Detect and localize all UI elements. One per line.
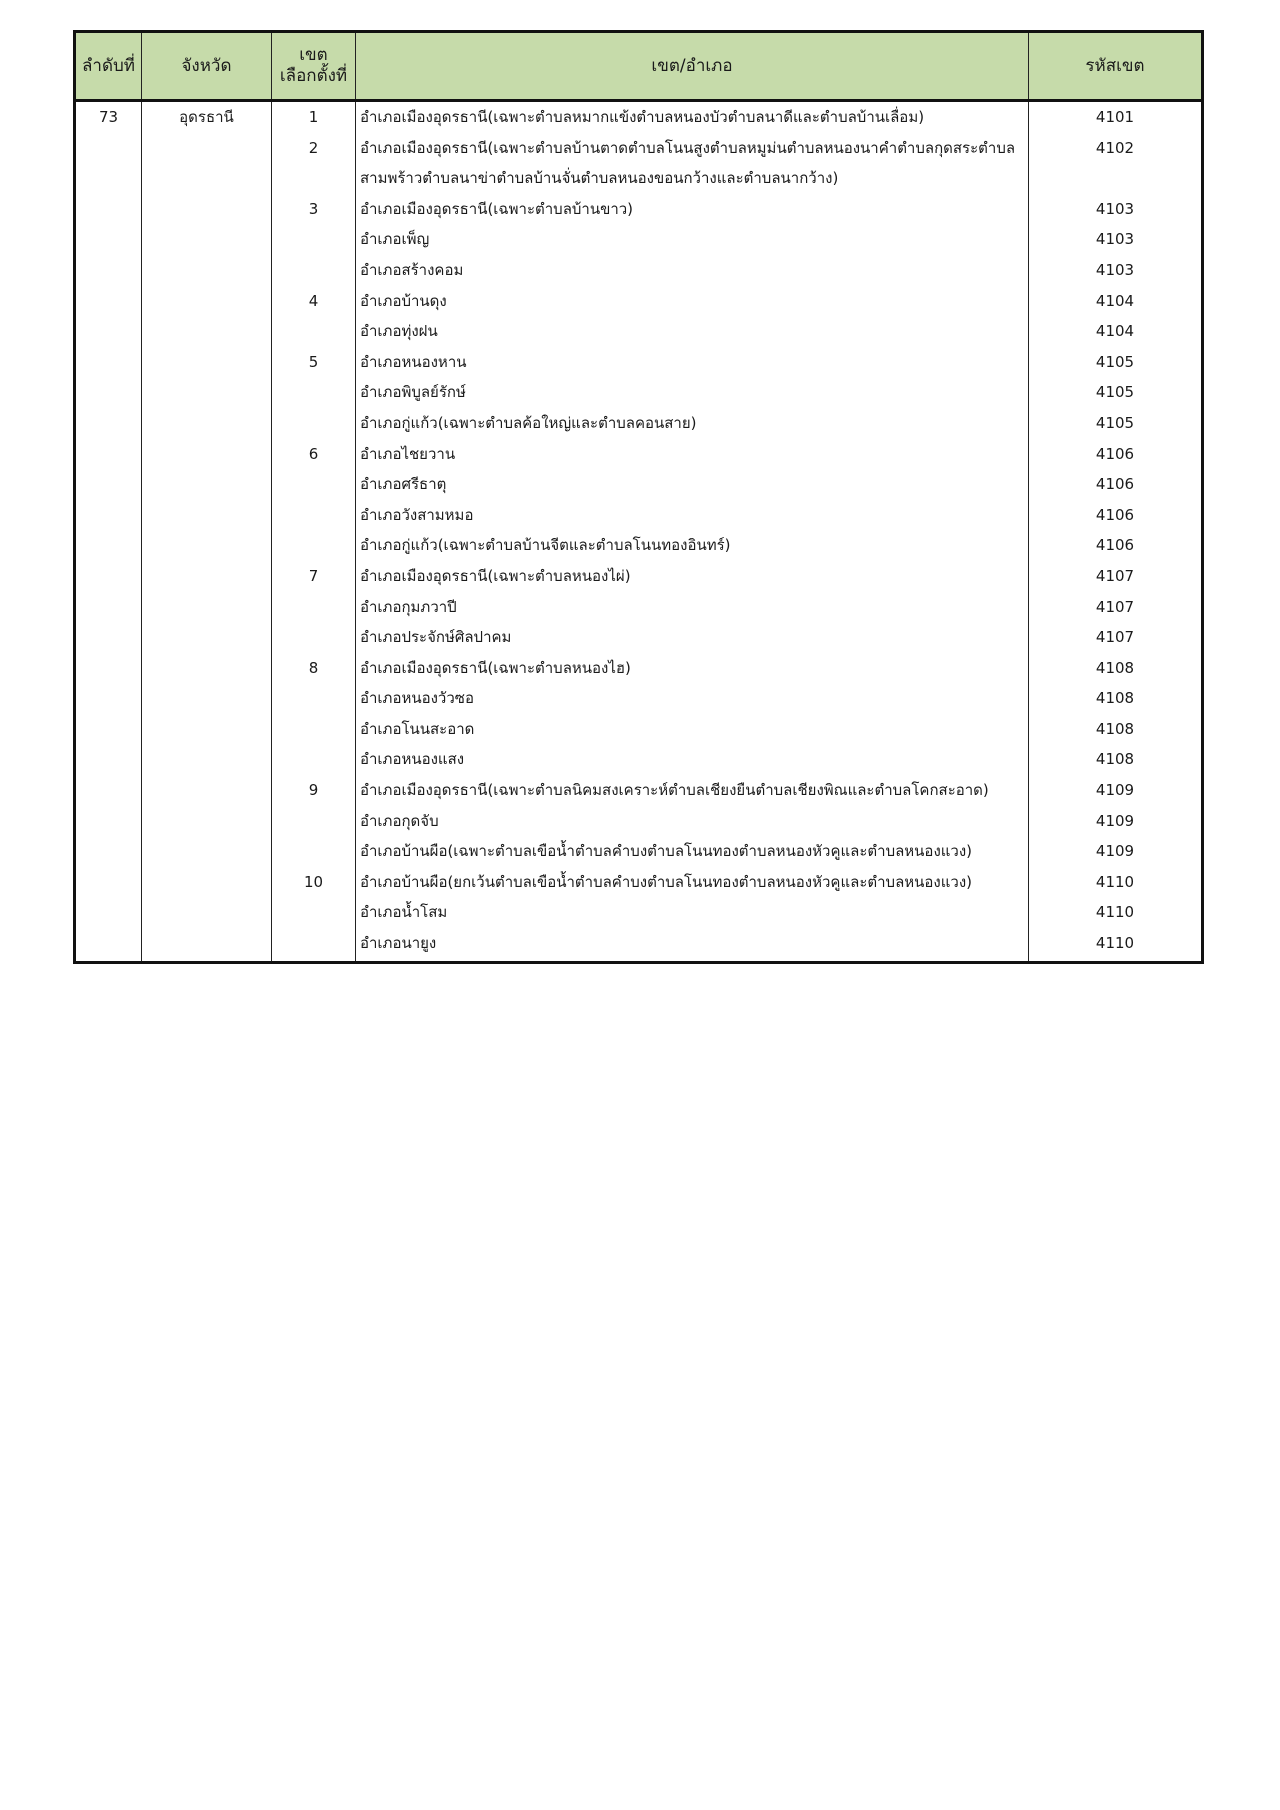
- cell-code: 4107: [1029, 622, 1203, 653]
- cell-district: อำเภอกู่แก้ว(เฉพาะตำบลบ้านจีตและตำบลโนนทองอินทร์): [356, 530, 1029, 561]
- cell-district: อำเภอวังสามหมอ: [356, 500, 1029, 531]
- table-row: [75, 867, 1203, 898]
- table-row: [75, 928, 1203, 962]
- cell-zone: [272, 836, 356, 867]
- cell-no: [75, 163, 142, 194]
- cell-zone: 2: [272, 133, 356, 164]
- cell-no: [75, 194, 142, 225]
- cell-no: [75, 867, 142, 898]
- cell-no: [75, 622, 142, 653]
- cell-code: 4102: [1029, 133, 1203, 164]
- cell-zone: 3: [272, 194, 356, 225]
- table-row: [75, 316, 1203, 347]
- header-code: รหัสเขต: [1029, 32, 1203, 101]
- cell-province: [142, 408, 272, 439]
- cell-zone: 10: [272, 867, 356, 898]
- cell-zone: 4: [272, 286, 356, 317]
- cell-no: [75, 653, 142, 684]
- cell-province: [142, 377, 272, 408]
- cell-zone: 6: [272, 439, 356, 470]
- header-zone-line1: เขต: [299, 45, 328, 65]
- cell-district: อำเภอเมืองอุดรธานี(เฉพาะตำบลนิคมสงเคราะห์ตำบลเชียงยืนตำบลเชียงพิณและตำบลโคกสะอาด): [356, 775, 1029, 806]
- table-row: [75, 500, 1203, 531]
- table-row: [75, 530, 1203, 561]
- cell-province: [142, 224, 272, 255]
- cell-district: อำเภอเพ็ญ: [356, 224, 1029, 255]
- table-row: [75, 286, 1203, 317]
- cell-zone: 5: [272, 347, 356, 378]
- cell-district: อำเภอเมืองอุดรธานี(เฉพาะตำบลบ้านตาดตำบลโนนสูงตำบลหมูม่นตำบลหนองนาคำตำบลกุดสระตำบล: [356, 133, 1029, 164]
- cell-no: [75, 255, 142, 286]
- cell-district: อำเภอพิบูลย์รักษ์: [356, 377, 1029, 408]
- cell-zone: [272, 592, 356, 623]
- cell-zone: [272, 255, 356, 286]
- header-zone-line2: เลือกตั้งที่: [279, 66, 348, 86]
- cell-code: 4101: [1029, 101, 1203, 133]
- cell-code: 4106: [1029, 500, 1203, 531]
- cell-district: อำเภอกุมภวาปี: [356, 592, 1029, 623]
- cell-code: 4103: [1029, 194, 1203, 225]
- table-row: [75, 439, 1203, 470]
- cell-code: 4104: [1029, 316, 1203, 347]
- cell-district: อำเภอบ้านผือ(เฉพาะตำบลเขือน้ำตำบลคำบงตำบลโนนทองตำบลหนองหัวคูและตำบลหนองแวง): [356, 836, 1029, 867]
- cell-province: [142, 286, 272, 317]
- cell-code: 4107: [1029, 592, 1203, 623]
- table-row: [75, 806, 1203, 837]
- cell-zone: [272, 316, 356, 347]
- cell-code: 4109: [1029, 836, 1203, 867]
- table-row: [75, 622, 1203, 653]
- cell-district: อำเภอโนนสะอาด: [356, 714, 1029, 745]
- cell-province: [142, 744, 272, 775]
- cell-zone: 1: [272, 101, 356, 133]
- table-row: [75, 347, 1203, 378]
- cell-code: 4108: [1029, 714, 1203, 745]
- table-row: [75, 836, 1203, 867]
- cell-code: 4105: [1029, 347, 1203, 378]
- table-row: [75, 133, 1203, 164]
- cell-district: อำเภอทุ่งฝน: [356, 316, 1029, 347]
- cell-province: [142, 867, 272, 898]
- cell-code: 4108: [1029, 653, 1203, 684]
- table-row: [75, 561, 1203, 592]
- cell-district: อำเภอสร้างคอม: [356, 255, 1029, 286]
- table-row: [75, 255, 1203, 286]
- table-row: [75, 101, 1203, 133]
- cell-district: อำเภอไชยวาน: [356, 439, 1029, 470]
- cell-province: [142, 897, 272, 928]
- table-row: [75, 714, 1203, 745]
- cell-province: [142, 133, 272, 164]
- table-row: [75, 408, 1203, 439]
- cell-no: [75, 683, 142, 714]
- cell-province: [142, 439, 272, 470]
- cell-district: อำเภอเมืองอุดรธานี(เฉพาะตำบลบ้านขาว): [356, 194, 1029, 225]
- cell-no: [75, 500, 142, 531]
- cell-district: สามพร้าวตำบลนาข่าตำบลบ้านจั่นตำบลหนองขอนกว้างและตำบลนากว้าง): [356, 163, 1029, 194]
- cell-district: อำเภอน้ำโสม: [356, 897, 1029, 928]
- cell-no: [75, 775, 142, 806]
- cell-province: [142, 775, 272, 806]
- cell-district: อำเภอหนองแสง: [356, 744, 1029, 775]
- cell-province: [142, 347, 272, 378]
- cell-zone: [272, 897, 356, 928]
- cell-district: อำเภอศรีธาตุ: [356, 469, 1029, 500]
- cell-code: 4110: [1029, 928, 1203, 962]
- cell-zone: 9: [272, 775, 356, 806]
- cell-zone: [272, 683, 356, 714]
- cell-province: [142, 500, 272, 531]
- cell-zone: [272, 622, 356, 653]
- cell-no: [75, 897, 142, 928]
- cell-zone: [272, 469, 356, 500]
- cell-zone: [272, 163, 356, 194]
- cell-zone: 7: [272, 561, 356, 592]
- header-province: จังหวัด: [142, 32, 272, 101]
- table-body: [75, 101, 1203, 963]
- cell-district: อำเภอนายูง: [356, 928, 1029, 962]
- cell-no: [75, 469, 142, 500]
- header-no: ลำดับที่: [75, 32, 142, 101]
- cell-province: [142, 622, 272, 653]
- cell-no: [75, 744, 142, 775]
- cell-code: 4106: [1029, 469, 1203, 500]
- cell-province: [142, 316, 272, 347]
- cell-code: 4108: [1029, 683, 1203, 714]
- cell-no: [75, 133, 142, 164]
- cell-district: อำเภอบ้านดุง: [356, 286, 1029, 317]
- cell-province: [142, 561, 272, 592]
- cell-zone: [272, 377, 356, 408]
- table-row: [75, 377, 1203, 408]
- cell-zone: [272, 224, 356, 255]
- cell-zone: [272, 928, 356, 962]
- cell-code: 4109: [1029, 806, 1203, 837]
- cell-no: [75, 286, 142, 317]
- cell-code: 4109: [1029, 775, 1203, 806]
- cell-province: [142, 194, 272, 225]
- cell-no: [75, 439, 142, 470]
- cell-code: 4106: [1029, 530, 1203, 561]
- cell-no: [75, 592, 142, 623]
- cell-no: [75, 806, 142, 837]
- table-row: [75, 775, 1203, 806]
- cell-province: อุดรธานี: [142, 101, 272, 133]
- table-row: [75, 683, 1203, 714]
- cell-zone: [272, 530, 356, 561]
- cell-code: 4104: [1029, 286, 1203, 317]
- table-header: [75, 32, 1203, 101]
- cell-zone: [272, 806, 356, 837]
- cell-no: [75, 836, 142, 867]
- district-table: [73, 30, 1204, 964]
- cell-code: 4110: [1029, 867, 1203, 898]
- cell-no: [75, 224, 142, 255]
- cell-province: [142, 714, 272, 745]
- cell-no: [75, 714, 142, 745]
- district-table-sheet: [73, 30, 1201, 964]
- cell-province: [142, 255, 272, 286]
- table-row: [75, 744, 1203, 775]
- cell-code: 4107: [1029, 561, 1203, 592]
- cell-zone: [272, 744, 356, 775]
- table-row: [75, 653, 1203, 684]
- table-row: [75, 163, 1203, 194]
- cell-no: 73: [98, 108, 119, 126]
- cell-district: อำเภอกู่แก้ว(เฉพาะตำบลค้อใหญ่และตำบลคอนสาย): [356, 408, 1029, 439]
- header-district: เขต/อำเภอ: [356, 32, 1029, 101]
- cell-no: [75, 377, 142, 408]
- cell-province: [142, 683, 272, 714]
- cell-province: [142, 806, 272, 837]
- table-row: [75, 194, 1203, 225]
- cell-district: อำเภอเมืองอุดรธานี(เฉพาะตำบลหมากแข้งตำบลหนองบัวตำบลนาดีและตำบลบ้านเลื่อม): [356, 101, 1029, 133]
- cell-no: [75, 347, 142, 378]
- cell-no: [75, 928, 142, 962]
- cell-province: [142, 928, 272, 962]
- cell-district: อำเภอเมืองอุดรธานี(เฉพาะตำบลหนองไผ่): [356, 561, 1029, 592]
- cell-province: [142, 163, 272, 194]
- cell-province: [142, 530, 272, 561]
- header-zone: [272, 32, 356, 101]
- cell-code: 4110: [1029, 897, 1203, 928]
- cell-province: [142, 836, 272, 867]
- cell-province: [142, 653, 272, 684]
- cell-code: 4103: [1029, 224, 1203, 255]
- table-row: [75, 224, 1203, 255]
- cell-code: 4108: [1029, 744, 1203, 775]
- cell-district: อำเภอประจักษ์ศิลปาคม: [356, 622, 1029, 653]
- cell-province: [142, 592, 272, 623]
- cell-district: อำเภอหนองหาน: [356, 347, 1029, 378]
- table-row: [75, 469, 1203, 500]
- table-row: [75, 897, 1203, 928]
- cell-no: [75, 408, 142, 439]
- cell-zone: 8: [272, 653, 356, 684]
- cell-zone: [272, 714, 356, 745]
- cell-code: [1029, 163, 1203, 194]
- cell-province: [142, 469, 272, 500]
- cell-code: 4105: [1029, 377, 1203, 408]
- cell-code: 4105: [1029, 408, 1203, 439]
- cell-district: อำเภอบ้านผือ(ยกเว้นตำบลเขือน้ำตำบลคำบงตำบลโนนทองตำบลหนองหัวคูและตำบลหนองแวง): [356, 867, 1029, 898]
- cell-district: อำเภอหนองวัวซอ: [356, 683, 1029, 714]
- cell-no: [75, 561, 142, 592]
- cell-no: [75, 316, 142, 347]
- cell-zone: [272, 500, 356, 531]
- cell-district: อำเภอกุดจับ: [356, 806, 1029, 837]
- cell-zone: [272, 408, 356, 439]
- cell-code: 4106: [1029, 439, 1203, 470]
- cell-code: 4103: [1029, 255, 1203, 286]
- table-row: [75, 592, 1203, 623]
- cell-district: อำเภอเมืองอุดรธานี(เฉพาะตำบลหนองไฮ): [356, 653, 1029, 684]
- cell-no: [75, 530, 142, 561]
